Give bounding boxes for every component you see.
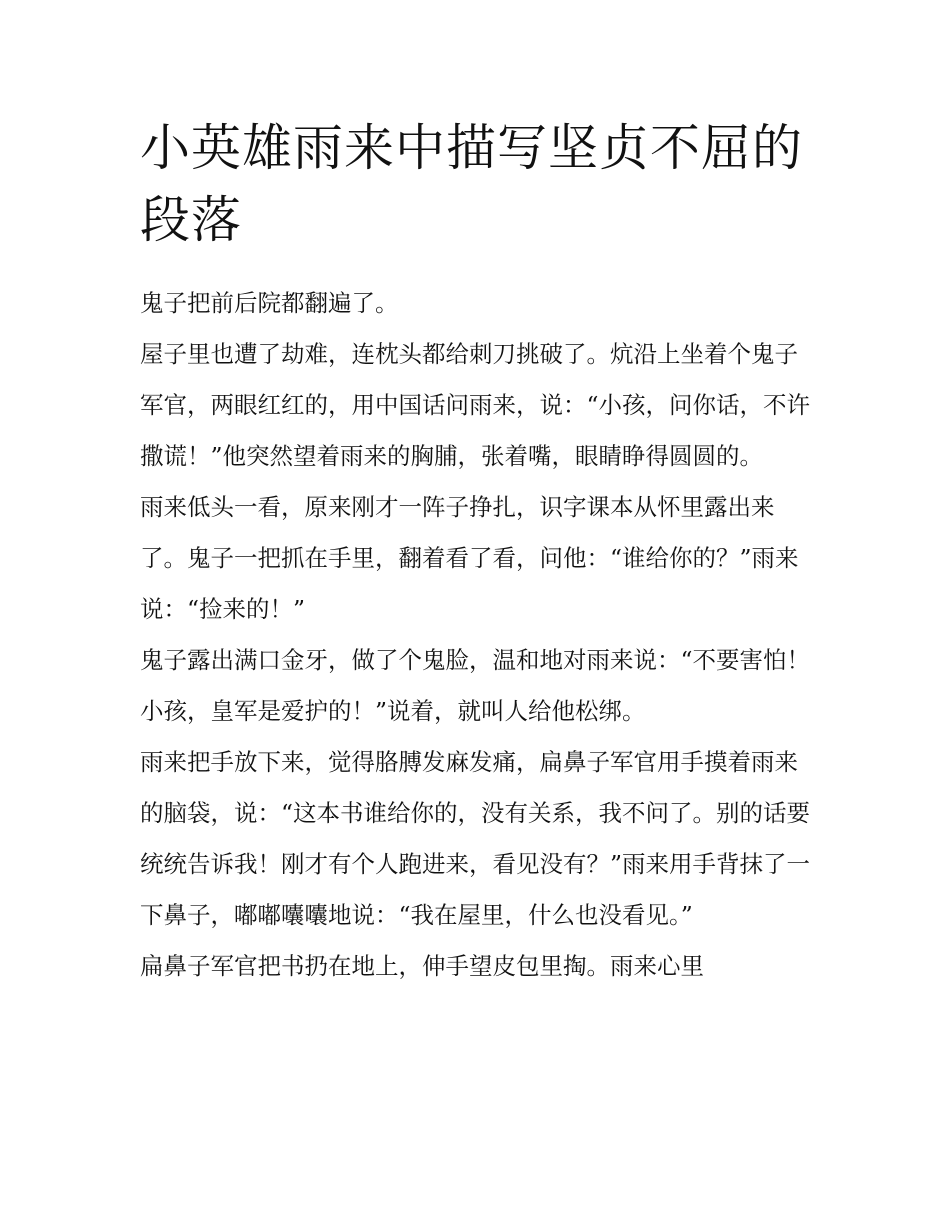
- document-body: [140, 112, 812, 992]
- paragraph: 鬼子露出满口金牙，做了个鬼脸，温和地对雨来说：“不要害怕！小孩，皇军是爱护的！”说着，就叫人给他松绑。: [140, 646, 811, 725]
- paragraph-list: [140, 278, 812, 992]
- paragraph: 鬼子把前后院都翻遍了。: [140, 289, 399, 317]
- paragraph: 雨来把手放下来，觉得胳膊发麻发痛，扁鼻子军官用手摸着雨来的脑袋，说：“这本书谁给你的，没有关系，我不问了。别的话要统统告诉我！刚才有个人跑进来，看见没有？”雨来用手背抹了一下鼻子，嘟嘟囔囔地说：“我在屋里，什么也没看见。”: [140, 748, 811, 929]
- paragraph: 屋子里也遭了劫难，连枕头都给刺刀挑破了。炕沿上坐着个鬼子军官，两眼红红的，用中国话问雨来，说：“小孩，问你话，不许撒谎！”他突然望着雨来的胸脯，张着嘴，眼睛睁得圆圆的。: [140, 340, 811, 470]
- paragraph: 扁鼻子军官把书扔在地上，伸手望皮包里掏。雨来心里: [140, 952, 704, 980]
- paragraph: 雨来低头一看，原来刚才一阵子挣扎，识字课本从怀里露出来了。鬼子一把抓在手里，翻着看了看，问他：“谁给你的？”雨来说：“捡来的！”: [140, 493, 799, 623]
- document-title: 小英雄雨来中描写坚贞不屈的段落: [140, 119, 803, 249]
